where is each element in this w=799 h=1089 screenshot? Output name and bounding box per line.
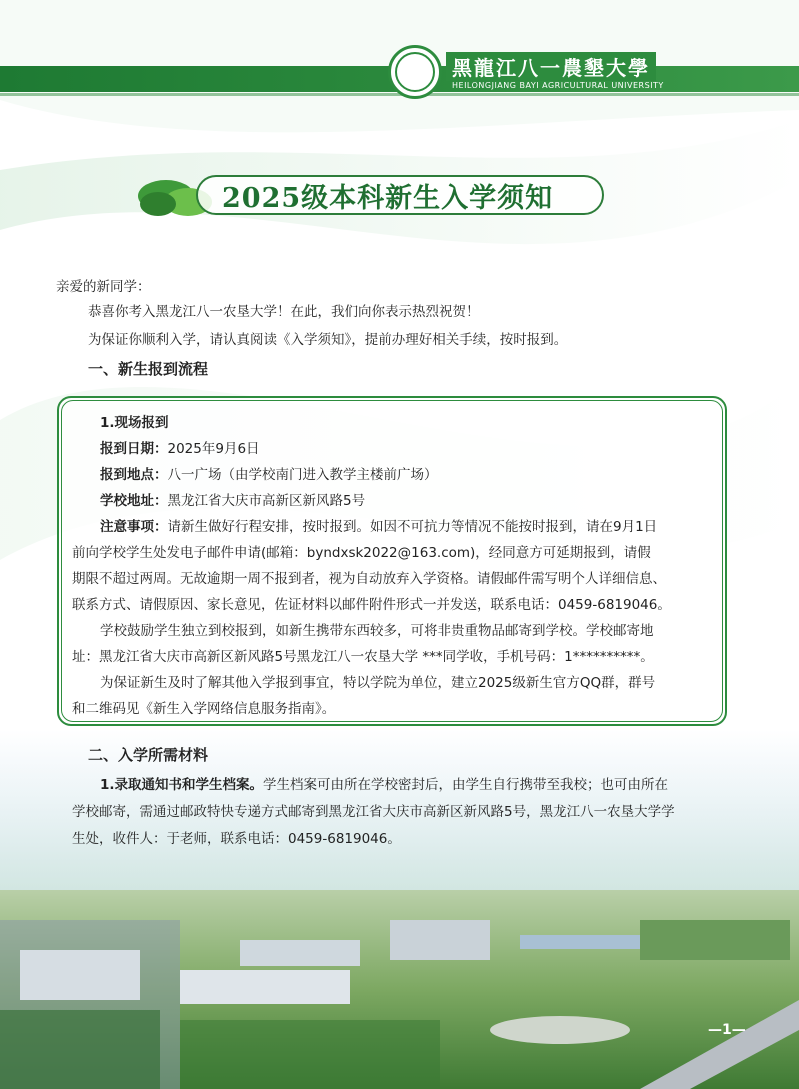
mail-line-2: 址：黑龙江省大庆市高新区新风路5号黑龙江八一农垦大学 ***同学收，手机号码：1**********。 [72,649,654,665]
address-label: 学校地址： [100,493,168,509]
notes-text-1: 请新生做好行程安排，按时报到。如因不可抗力等情况不能按时报到，请在9月1日 [167,519,658,535]
registration-date [100,436,750,462]
intro-line-1: 恭喜你考入黑龙江八一农垦大学！在此，我们向你表示热烈祝贺！ [88,304,480,320]
notes-line-3: 期限不超过两周。无故逾期一周不报到者，视为自动放弃入学资格。请假邮件需写明个人详细信息、 [72,571,666,587]
place-value: 八一广场（由学校南门进入教学主楼前广场） [167,467,438,483]
page-number: —1— [708,1022,746,1038]
university-name-cn: 黑龍江八一農墾大學 [446,52,656,81]
notes-line-1 [100,514,750,540]
onsite-registration-heading: 1.现场报到 [100,415,169,431]
university-logo [388,45,442,99]
qq-line-1: 为保证新生及时了解其他入学报到事宜，特以学院为单位，建立2025级新生官方QQ群，群号 [100,675,656,691]
notes-line-2: 前向学校学生处发电子邮件申请(邮箱：byndxsk2022@163.com)，经同意方可延期报到，请假 [72,545,651,561]
materials-line-1 [100,772,750,798]
registration-place [100,462,750,488]
materials-item-title: 1.录取通知书和学生档案。 [100,777,264,793]
qq-line-2: 和二维码见《新生入学网络信息服务指南》。 [72,701,336,717]
section-1-heading: 一、新生报到流程 [88,360,209,378]
materials-line-2: 学校邮寄，需通过邮政特快专递方式邮寄到黑龙江省大庆市高新区新风路5号，黑龙江八一农垦大学学 [72,804,675,820]
date-value: 2025年9月6日 [167,441,260,457]
greeting: 亲爱的新同学： [56,279,151,295]
materials-text-1: 学生档案可由所在学校密封后，由学生自行携带至我校；也可由所在 [263,777,669,793]
notes-label: 注意事项： [100,519,168,535]
mail-line-1: 学校鼓励学生独立到校报到，如新生携带东西较多，可将非贵重物品邮寄到学校。学校邮寄地 [100,623,654,639]
date-label: 报到日期： [100,441,168,457]
section-2-heading: 二、入学所需材料 [88,746,209,764]
campus-aerial-photo [0,880,799,1089]
school-address [100,488,750,514]
logo-emblem-icon [395,52,435,92]
university-name-en: HEILONGJIANG BAYI AGRICULTURAL UNIVERSITY [452,81,664,90]
page-number-value: 1 [722,1022,732,1038]
page-title: 2025级本科新生入学须知 [222,183,554,214]
intro-line-2: 为保证你顺利入学，请认真阅读《入学须知》，提前办理好相关手续，按时报到。 [88,332,568,348]
notes-line-4: 联系方式、请假原因、家长意见，佐证材料以邮件附件形式一并发送，联系电话：0459-6819046。 [72,597,671,613]
address-value: 黑龙江省大庆市高新区新风路5号 [167,493,366,509]
place-label: 报到地点： [100,467,168,483]
materials-line-3: 生处，收件人：于老师，联系电话：0459-6819046。 [72,831,401,847]
